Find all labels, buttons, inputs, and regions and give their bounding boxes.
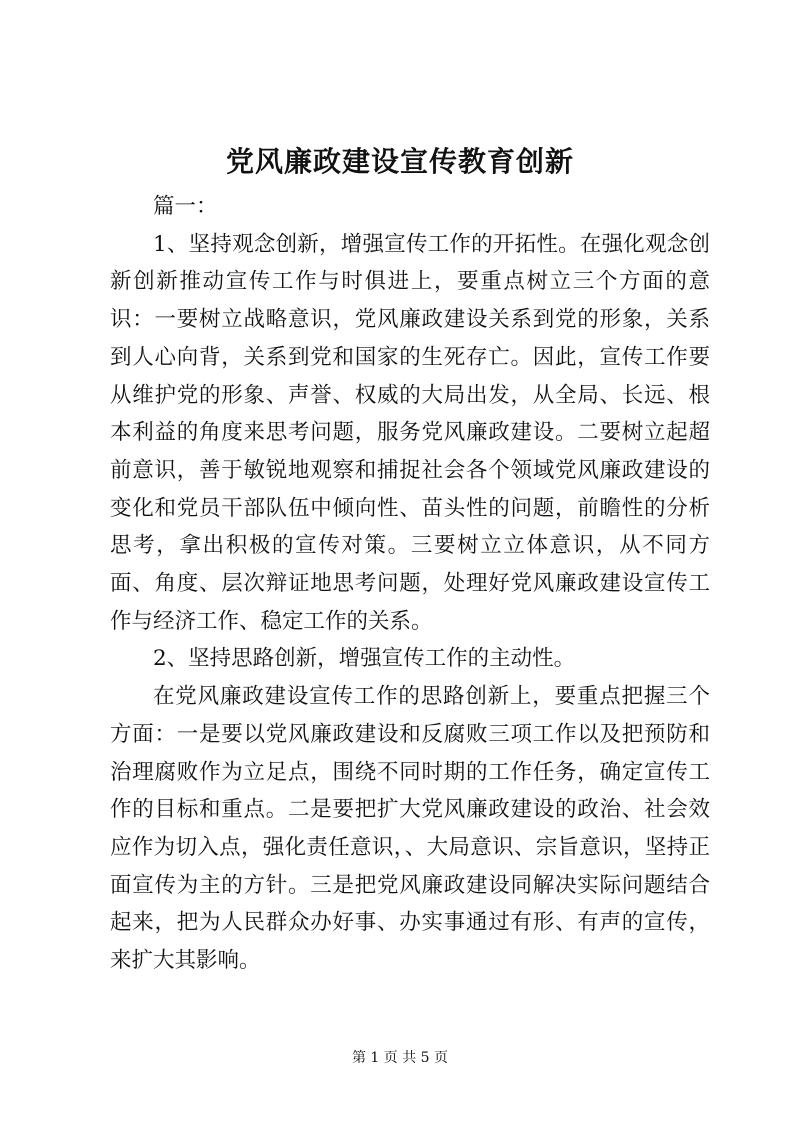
paragraph-1: 1、坚持观念创新，增强宣传工作的开拓性。在强化观念创新创新推动宣传工作与时俱进上，要重点树立三个方面的意识：一要树立战略意识，党风廉政建设关系到党的形象，关系到人心向背，关系到党和国家的生死存亡。因此，宣传工作要从维护党的形象、声誉、权威的大局出发，从全局、长远、根本利益的角度来思考问题，服务党风廉政建设。二要树立起超前意识，善于敏锐地观察和捕捉社会各个领域党风廉政建设的变化和党员干部队伍中倾向性、苗头性的问题，前瞻性的分析思考，拿出积极的宣传对策。三要树立立体意识，从不同方面、角度、层次辩证地思考问题，处理好党风廉政建设宣传工作与经济工作、稳定工作的关系。 [110, 231, 710, 634]
paragraph-2: 2、坚持思路创新，增强宣传工作的主动性。 [153, 646, 576, 672]
document-body [110, 188, 710, 980]
paragraph-3: 在党风廉政建设宣传工作的思路创新上，要重点把握三个方面：一是要以党风廉政建设和反腐败三项工作以及把预防和治理腐败作为立足点，围绕不同时期的工作任务，确定宣传工作的目标和重点。二是要把扩大党风廉政建设的政治、社会效应作为切入点，强化责任意识，、大局意识、宗旨意识，坚持正面宣传为主的方针。三是把党风廉政建设同解决实际问题结合起来，把为人民群众办好事、办实事通过有形、有声的宣传，来扩大其影响。 [110, 684, 710, 974]
page-footer: 第 1 页 共 5 页 [351, 1050, 449, 1066]
section-heading: 篇一： [153, 194, 218, 219]
document-title: 党风廉政建设宣传教育创新 [225, 145, 574, 178]
